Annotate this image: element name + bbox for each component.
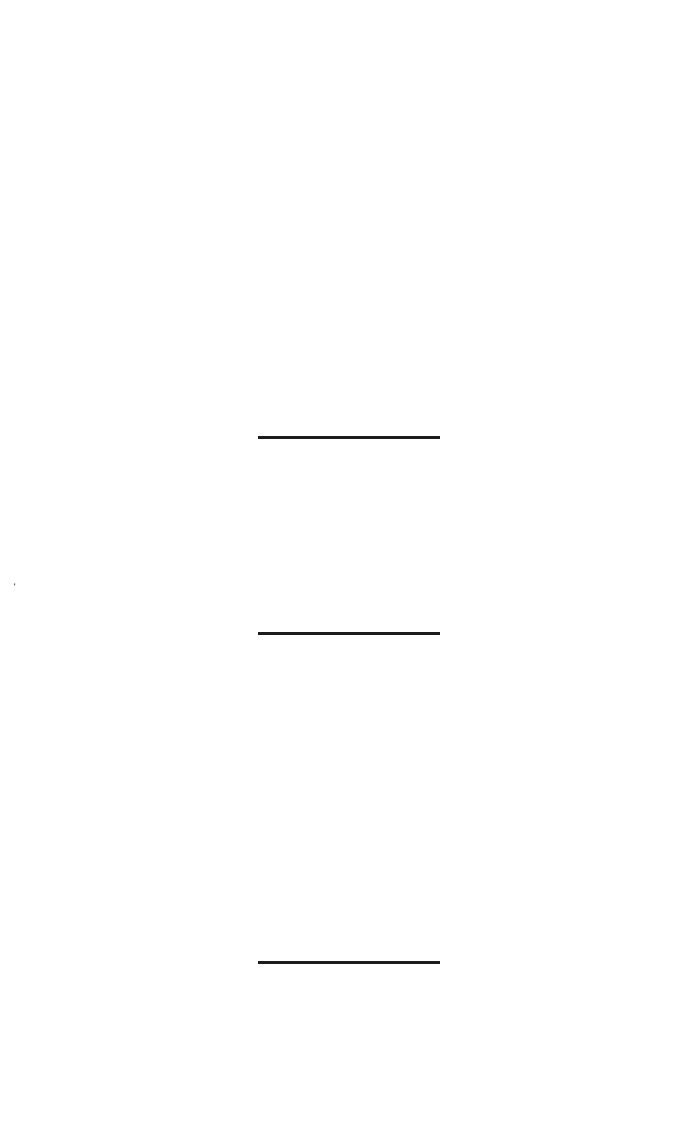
body-line <box>13 710 600 723</box>
body-line <box>13 372 600 385</box>
body-line <box>13 1091 600 1104</box>
body-line <box>13 197 600 210</box>
body-line <box>13 345 600 358</box>
section-rule <box>258 961 440 964</box>
body-line <box>13 184 600 197</box>
body-line <box>13 170 600 183</box>
body-line <box>13 540 600 553</box>
body-line <box>13 764 600 777</box>
body-line <box>13 358 600 371</box>
body-line <box>13 291 600 304</box>
body-line <box>13 157 600 170</box>
body-line <box>13 791 600 804</box>
body-line <box>13 723 600 736</box>
heading-line <box>13 996 600 1009</box>
body-line <box>13 318 600 331</box>
letter-body <box>13 130 600 385</box>
body-line <box>13 305 600 318</box>
body-line <box>13 278 600 291</box>
body-line <box>13 737 600 750</box>
letter-body <box>13 513 600 580</box>
heading-line <box>13 681 600 694</box>
body-line <box>13 871 600 884</box>
body-line <box>13 804 600 817</box>
body-line <box>13 526 600 539</box>
body-line <box>13 567 600 580</box>
letter-heading <box>13 472 600 499</box>
body-line <box>13 143 600 156</box>
heading-line <box>13 485 600 498</box>
letter-body <box>13 1037 600 1118</box>
body-line <box>13 1077 600 1090</box>
body-line <box>13 130 600 143</box>
body-line <box>13 858 600 871</box>
body-line <box>13 912 600 925</box>
body-line <box>13 1050 600 1063</box>
section-rule <box>258 436 440 439</box>
body-line <box>13 513 600 526</box>
body-line <box>13 898 600 911</box>
heading-line <box>13 668 600 681</box>
body-line <box>13 224 600 237</box>
body-line <box>13 264 600 277</box>
body-line <box>13 1104 600 1117</box>
heading-line <box>13 472 600 485</box>
body-line <box>13 1064 600 1077</box>
body-line <box>13 211 600 224</box>
letter-body <box>13 710 600 925</box>
heading-line <box>37 101 674 114</box>
body-line <box>13 251 600 264</box>
body-line <box>13 844 600 857</box>
letter-heading <box>37 101 674 114</box>
letter-heading <box>13 668 600 695</box>
body-line <box>13 885 600 898</box>
body-line <box>13 1037 600 1050</box>
body-line <box>13 818 600 831</box>
margin-mark: ‘ <box>13 582 17 593</box>
body-line <box>13 332 600 345</box>
body-line <box>13 238 600 251</box>
body-line <box>13 777 600 790</box>
heading-line <box>13 1009 600 1022</box>
body-line <box>13 831 600 844</box>
section-rule <box>258 632 440 635</box>
body-line <box>13 750 600 763</box>
letter-heading <box>13 996 600 1023</box>
body-line <box>13 553 600 566</box>
